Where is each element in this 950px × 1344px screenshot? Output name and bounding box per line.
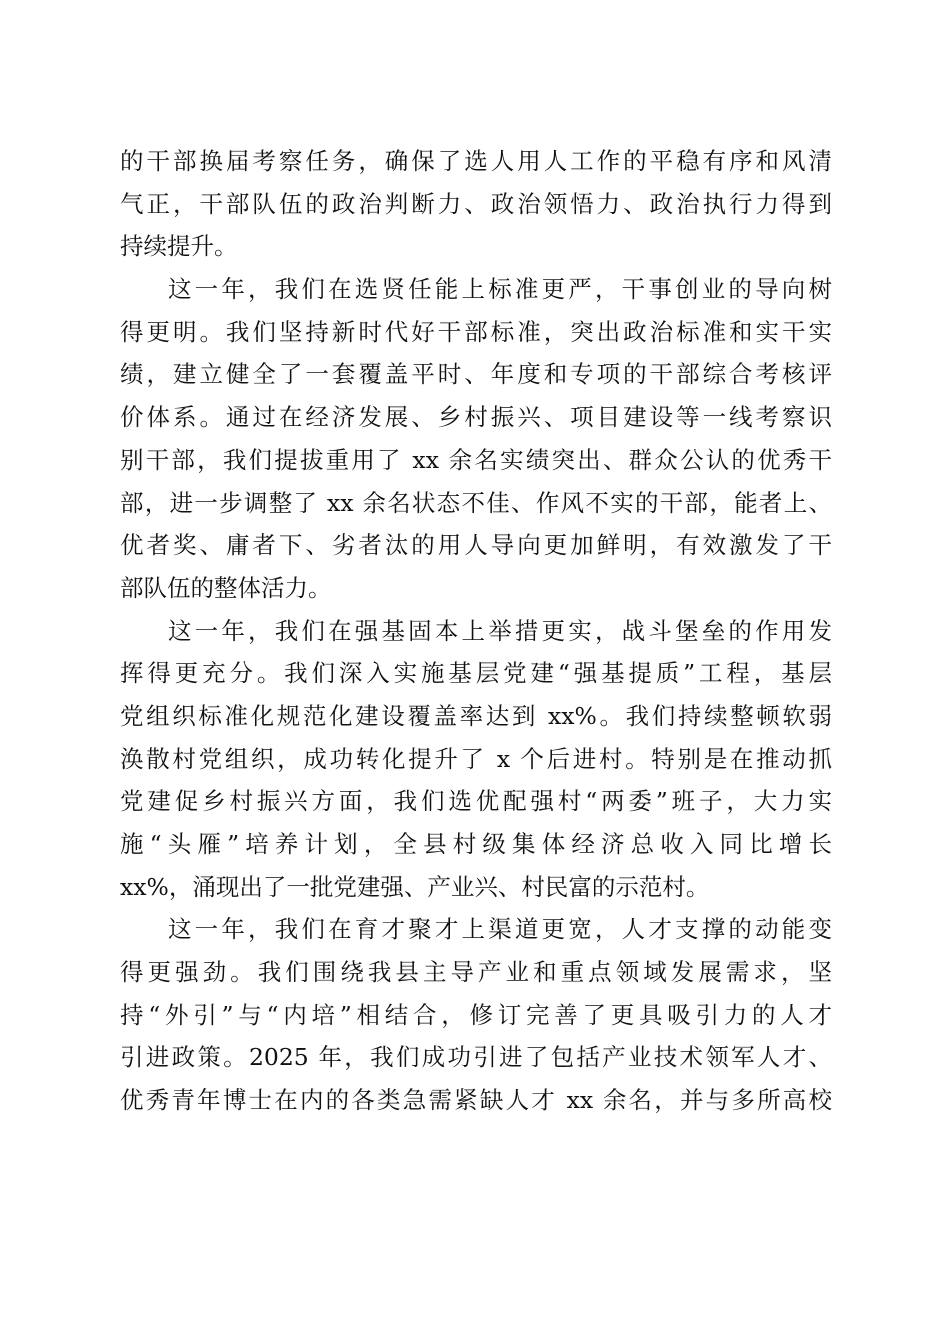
text-line: 持续提升。 — [120, 232, 238, 261]
text-line: 党组织标准化规范化建设覆盖率达到 xx%。我们持续整顿软弱 — [120, 701, 832, 730]
text-line: 得更强劲。我们围绕我县主导产业和重点领域发展需求，坚 — [120, 958, 832, 987]
text-line: 气正，干部队伍的政治判断力、政治领悟力、政治执行力得到 — [120, 189, 832, 218]
text-line: 得更明。我们坚持新时代好干部标准，突出政治标准和实干实 — [120, 317, 832, 346]
text-line-first: 这一年，我们在强基固本上举措更实，战斗堡垒的作用发 — [168, 616, 832, 645]
text-line: 绩，建立健全了一套覆盖平时、年度和专项的干部综合考核评 — [120, 360, 832, 389]
text-line-first: 这一年，我们在育才聚才上渠道更宽，人才支撑的动能变 — [168, 915, 832, 944]
text-line: 涣散村党组织，成功转化提升了 x 个后进村。特别是在推动抓 — [120, 744, 832, 773]
text-line: 优者奖、庸者下、劣者汰的用人导向更加鲜明，有效激发了干 — [120, 531, 832, 560]
text-line: 优秀青年博士在内的各类急需紧缺人才 xx 余名，并与多所高校 — [120, 1086, 832, 1115]
text-line: 的干部换届考察任务，确保了选人用人工作的平稳有序和风清 — [120, 147, 832, 175]
text-line: 部队伍的整体活力。 — [120, 573, 332, 602]
text-line-first: 这一年，我们在选贤任能上标准更严，干事创业的导向树 — [168, 275, 832, 304]
document-body — [120, 140, 832, 1122]
text-line: 持“外引”与“内培”相结合，修订完善了更具吸引力的人才 — [120, 1000, 832, 1029]
text-line: 引进政策。2025 年，我们成功引进了包括产业技术领军人才、 — [120, 1043, 832, 1072]
text-line: 部，进一步调整了 xx 余名状态不佳、作风不实的干部，能者上、 — [120, 488, 832, 517]
text-line: xx%，涌现出了一批党建强、产业兴、村民富的示范村。 — [120, 872, 710, 901]
text-line: 别干部，我们提拔重用了 xx 余名实绩突出、群众公认的优秀干 — [120, 445, 832, 474]
text-line: 党建促乡村振兴方面，我们选优配强村“两委”班子，大力实 — [120, 787, 832, 816]
text-line: 施“头雁”培养计划，全县村级集体经济总收入同比增长 — [120, 830, 832, 858]
text-line: 挥得更充分。我们深入实施基层党建“强基提质”工程，基层 — [120, 659, 832, 688]
text-line: 价体系。通过在经济发展、乡村振兴、项目建设等一线考察识 — [120, 403, 832, 432]
